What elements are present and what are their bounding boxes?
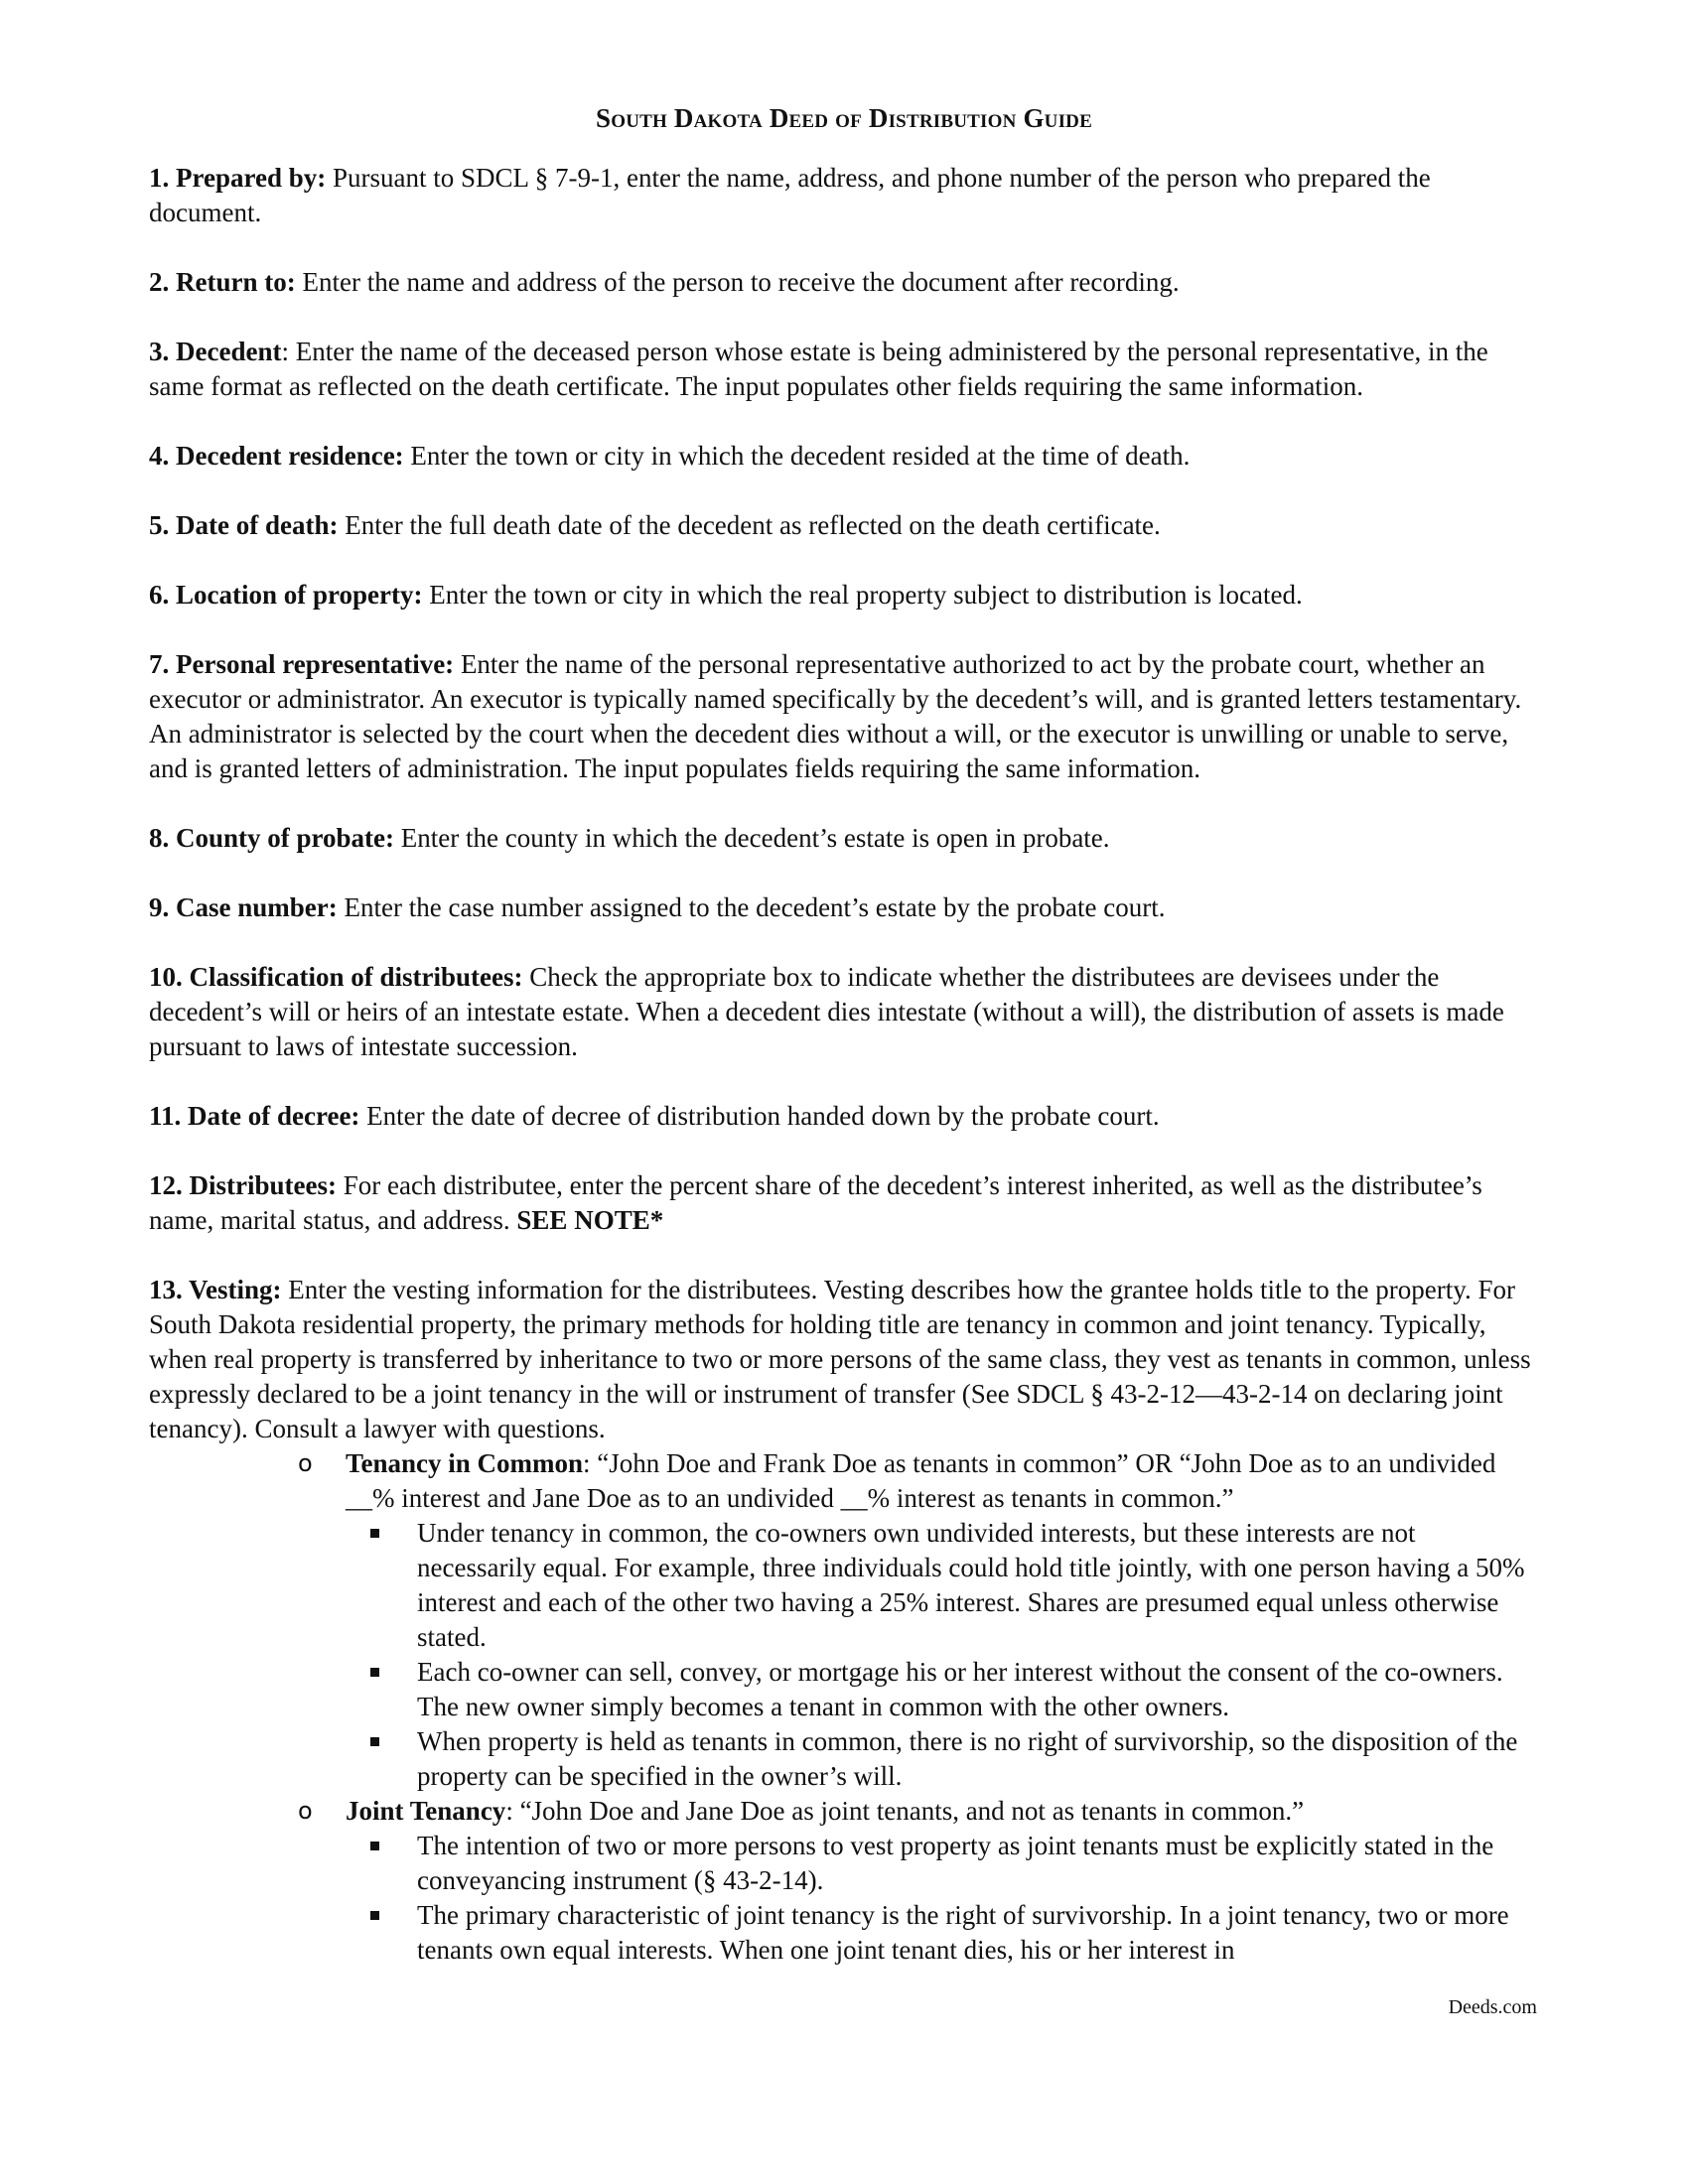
item-text: Enter the county in which the decedent’s estate is open in probate. [394, 823, 1110, 853]
list-item [318, 1655, 1539, 1724]
item-text: For each distributee, enter the percent share of the decedent’s interest inherited, as well as the distributee’s name, marital status, and address. [149, 1170, 1482, 1235]
circle-bullet-icon: o [298, 1449, 313, 1477]
item-label: 2. Return to: [149, 267, 296, 297]
vesting-intro [149, 1273, 1539, 1446]
joint-tenancy-bullets [346, 1829, 1539, 1968]
document-body [149, 101, 1539, 1968]
item-text: Enter the date of decree of distribution handed down by the probate court. [359, 1101, 1160, 1131]
item-text: Enter the name and address of the person to receive the document after recording. [295, 267, 1180, 297]
list-item [318, 1516, 1539, 1655]
list-item [318, 1829, 1539, 1898]
item-return-to [149, 265, 1539, 300]
list-item [318, 1724, 1539, 1794]
item-label: 7. Personal representative: [149, 649, 455, 679]
bullet-text: Under tenancy in common, the co-owners own undivided interests, but these interests are not necessarily equal. For example, three individuals could hold title jointly, with one person having a 50% interest and each of the other two having a 25% interest. Shares are presumed equal unless otherwise stated. [417, 1518, 1525, 1652]
footer-brand: Deeds.com [1448, 1996, 1537, 2018]
item-decedent-residence [149, 439, 1539, 474]
item-distributees [149, 1168, 1539, 1238]
item-text: Enter the name of the personal representative authorized to act by the probate court, whether an executor or administrator. An executor is typically named specifically by the decedent’s will, and is granted letters testamentary. An administrator is selected by the court when the decedent dies without a will, or the executor is unwilling or unable to serve, and is granted letters of administration. The input populates fields requiring the same information. [149, 649, 1522, 783]
square-bullet-icon [370, 1668, 379, 1677]
item-label: 3. Decedent [149, 337, 282, 366]
bullet-text: Each co-owner can sell, convey, or mortgage his or her interest without the consent of the co-owners. The new owner simply becomes a tenant in common with the other owners. [417, 1657, 1503, 1721]
item-label: 12. Distributees: [149, 1170, 337, 1200]
item-label: 11. Date of decree: [149, 1101, 360, 1131]
vesting-method-label: Joint Tenancy [346, 1796, 506, 1826]
item-text: Pursuant to SDCL § 7-9-1, enter the name, address, and phone number of the person who prepared the document. [149, 163, 1431, 227]
bullet-text: The primary characteristic of joint tenancy is the right of survivorship. In a joint tenancy, two or more tenants own equal interests. When one joint tenant dies, his or her interest in [417, 1900, 1509, 1965]
vesting-methods-list [149, 1446, 1539, 1968]
tenancy-in-common-bullets [346, 1516, 1539, 1794]
item-location-of-property [149, 578, 1539, 613]
square-bullet-icon [370, 1842, 379, 1850]
vesting-method-tenancy-in-common [149, 1446, 1539, 1794]
bullet-text: When property is held as tenants in common, there is no right of survivorship, so the disposition of the property can be specified in the owner’s will. [417, 1726, 1518, 1791]
item-case-number [149, 890, 1539, 925]
item-text: Enter the full death date of the decedent as reflected on the death certificate. [338, 510, 1161, 540]
vesting-method-text: : “John Doe and Frank Doe as tenants in common” OR “John Doe as to an undivided __% interest and Jane Doe as to an undivided __% interest as tenants in common.” [346, 1448, 1496, 1513]
item-text: Enter the town or city in which the real property subject to distribution is located. [422, 580, 1303, 610]
list-item [318, 1898, 1539, 1968]
item-county-of-probate [149, 821, 1539, 856]
square-bullet-icon [370, 1737, 379, 1746]
item-vesting [149, 1273, 1539, 1968]
square-bullet-icon [370, 1529, 379, 1538]
item-text: Check the appropriate box to indicate whether the distributees are devisees under the decedent’s will or heirs of an intestate estate. When a decedent dies intestate (without a will), the distribution of assets is made pursuant to laws of intestate succession. [149, 962, 1504, 1061]
vesting-method-joint-tenancy [149, 1794, 1539, 1968]
square-bullet-icon [370, 1911, 379, 1920]
item-label: 13. Vesting: [149, 1275, 282, 1304]
item-decedent [149, 335, 1539, 404]
circle-bullet-icon: o [298, 1797, 313, 1825]
item-date-of-decree [149, 1099, 1539, 1134]
see-note: SEE NOTE* [516, 1205, 664, 1235]
item-label: 9. Case number: [149, 892, 338, 922]
item-label: 10. Classification of distributees: [149, 962, 523, 992]
item-text: Enter the case number assigned to the decedent’s estate by the probate court. [337, 892, 1166, 922]
vesting-method-label: Tenancy in Common [346, 1448, 584, 1478]
vesting-method-text: : “John Doe and Jane Doe as joint tenants, and not as tenants in common.” [505, 1796, 1305, 1826]
item-label: 8. County of probate: [149, 823, 395, 853]
document-title: South Dakota Deed of Distribution Guide [596, 103, 1092, 133]
item-text: : Enter the name of the deceased person whose estate is being administered by the personal representative, in the same format as reflected on the death certificate. The input populates other fields requiring the same information. [149, 337, 1488, 401]
item-label: 4. Decedent residence: [149, 441, 404, 471]
item-label: 5. Date of death: [149, 510, 339, 540]
item-classification-of-distributees [149, 960, 1539, 1064]
item-label: 6. Location of property: [149, 580, 423, 610]
item-date-of-death [149, 508, 1539, 543]
item-text: Enter the vesting information for the distributees. Vesting describes how the grantee holds title to the property. For South Dakota residential property, the primary methods for holding title are tenancy in common and joint tenancy. Typically, when real property is transferred by inheritance to two or more persons of the same class, they vest as tenants in common, unless expressly declared to be a joint tenancy in the will or instrument of transfer (See SDCL § 43-2-12—43-2-14 on declaring joint tenancy). Consult a lawyer with questions. [149, 1275, 1531, 1443]
item-text: Enter the town or city in which the decedent resided at the time of death. [403, 441, 1191, 471]
item-label: 1. Prepared by: [149, 163, 327, 193]
bullet-text: The intention of two or more persons to vest property as joint tenants must be explicitly stated in the conveyancing instrument (§ 43-2-14). [417, 1831, 1494, 1895]
item-prepared-by [149, 161, 1539, 230]
item-personal-representative [149, 647, 1539, 786]
